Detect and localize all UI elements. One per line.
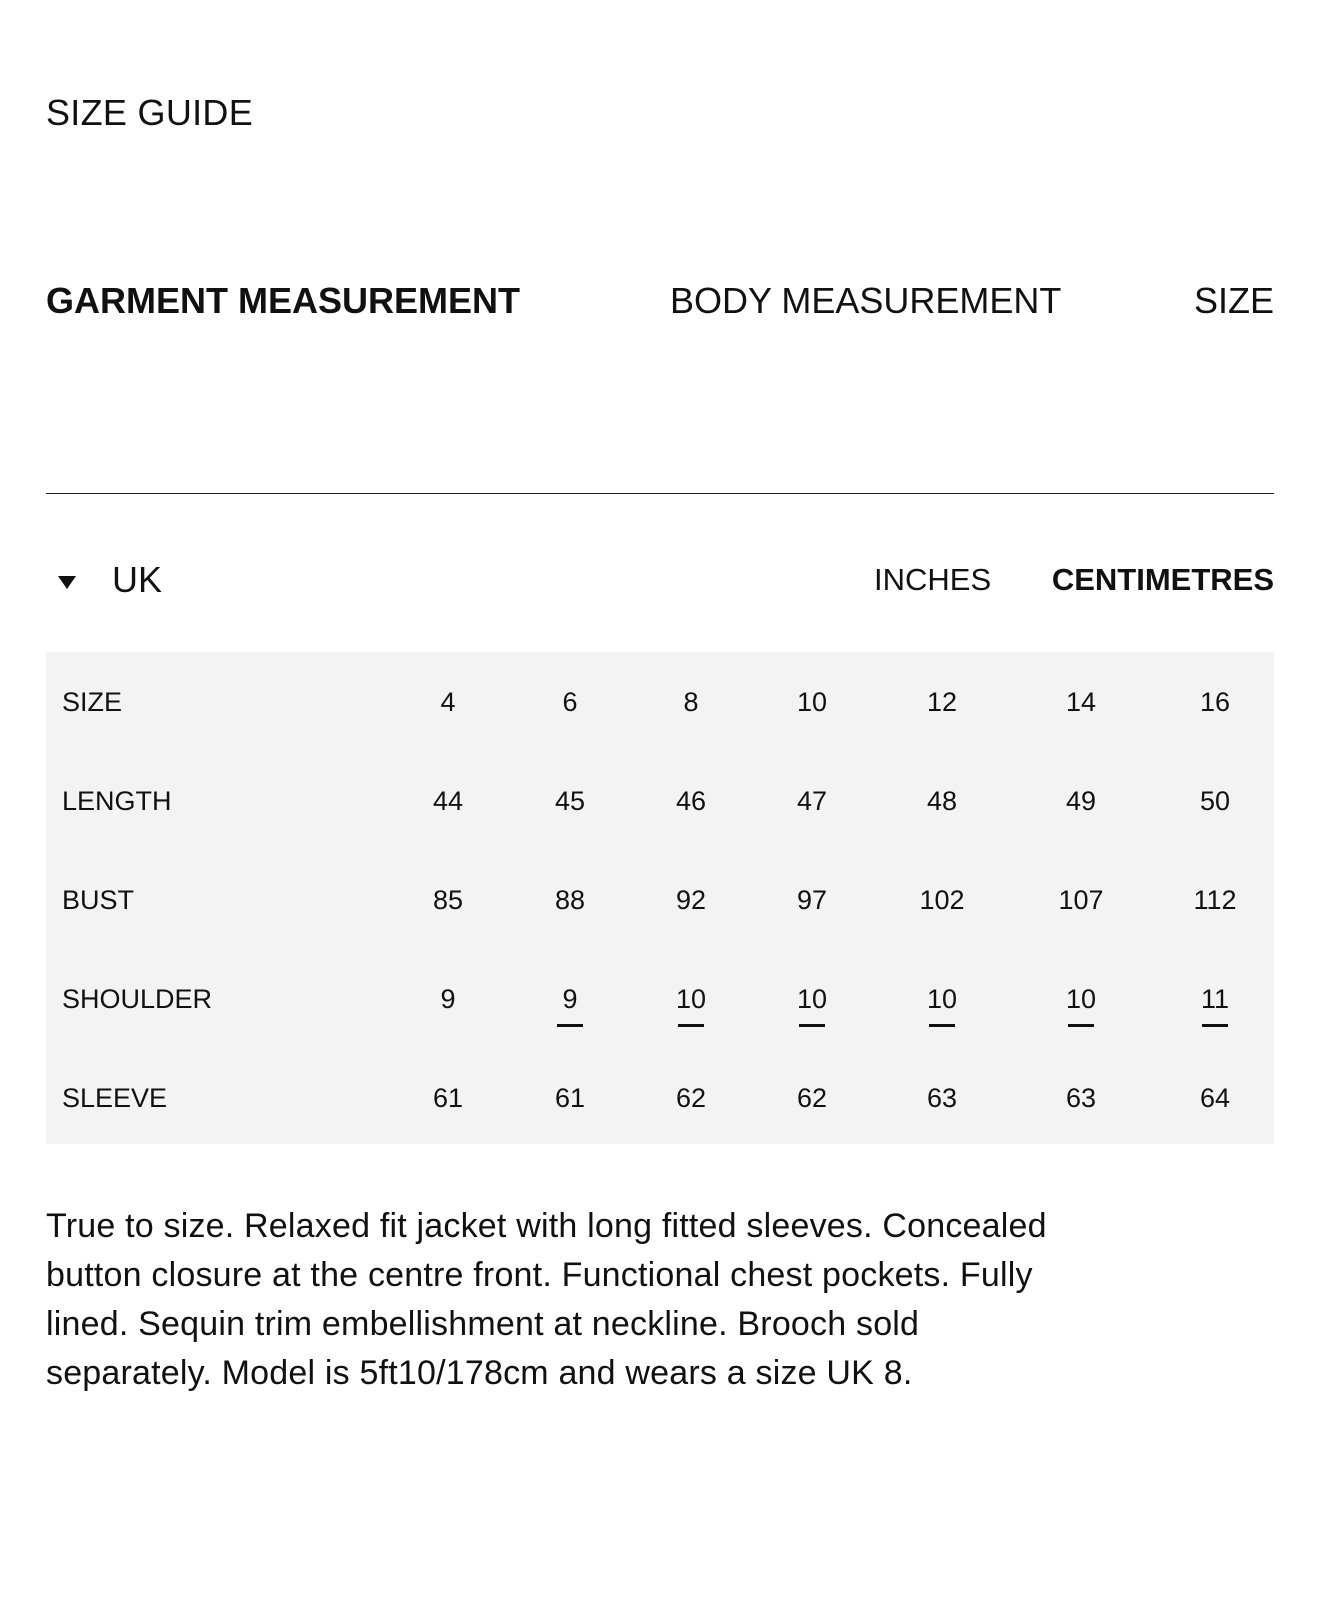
unit-toggle-inches[interactable]: INCHES xyxy=(874,562,992,597)
region-dropdown[interactable] xyxy=(58,558,162,602)
row-label: SLEEVE xyxy=(62,1083,168,1113)
table-cell: 44 xyxy=(432,786,464,816)
table-cell: 63 xyxy=(926,1083,958,1113)
size-table xyxy=(46,652,1274,1144)
table-cell: 63 xyxy=(1065,1083,1097,1113)
table-cell: 85 xyxy=(432,885,464,915)
table-row-sleeve xyxy=(46,1071,1274,1131)
table-row-shoulder xyxy=(46,972,1274,1032)
table-cell: 47 xyxy=(796,786,828,816)
table-row-size xyxy=(46,675,1274,735)
table-cell: 14 xyxy=(1065,687,1097,717)
region-label: UK xyxy=(112,559,163,600)
table-cell: 16 xyxy=(1199,687,1231,717)
table-cell: 62 xyxy=(796,1083,828,1113)
unit-toggle-centimetres[interactable]: CENTIMETRES xyxy=(1051,562,1274,597)
table-cell: 9 xyxy=(562,984,578,1014)
table-cell: 50 xyxy=(1199,786,1231,816)
row-label: BUST xyxy=(62,885,135,915)
table-cell: 64 xyxy=(1199,1083,1231,1113)
table-cell: 97 xyxy=(796,885,828,915)
table-cell: 92 xyxy=(675,885,707,915)
table-cell: 6 xyxy=(562,687,578,717)
table-cell: 8 xyxy=(683,687,699,717)
product-description: True to size. Relaxed fit jacket with long fitted sleeves. Concealed button closure at the centre front. Functional chest pockets. Fully lined. Sequin trim embellishment at neckline. Brooch sold separately. Model is 5ft10/178cm and wears a size UK 8. xyxy=(46,1207,1047,1392)
table-cell: 48 xyxy=(926,786,958,816)
table-cell: 102 xyxy=(919,885,965,915)
table-cell: 10 xyxy=(796,984,828,1014)
table-cell: 46 xyxy=(675,786,707,816)
table-row-bust xyxy=(46,873,1274,933)
table-cell: 9 xyxy=(440,984,456,1014)
row-label: SIZE xyxy=(62,687,123,717)
table-cell: 88 xyxy=(554,885,586,915)
caret-down-icon xyxy=(58,576,76,589)
table-cell: 11 xyxy=(1200,984,1230,1014)
table-cell: 112 xyxy=(1193,885,1237,915)
table-cell: 45 xyxy=(554,786,586,816)
table-cell: 10 xyxy=(1065,984,1097,1014)
tab-body-measurement[interactable]: BODY MEASUREMENT xyxy=(670,280,1062,321)
table-cell: 12 xyxy=(926,687,958,717)
measurement-tabs xyxy=(46,280,1274,328)
table-cell: 10 xyxy=(926,984,958,1014)
table-cell: 4 xyxy=(440,687,456,717)
row-label: SHOULDER xyxy=(62,984,213,1014)
row-label: LENGTH xyxy=(62,786,172,816)
page-title: SIZE GUIDE xyxy=(46,92,254,133)
table-row-length xyxy=(46,774,1274,834)
table-cell: 107 xyxy=(1058,885,1104,915)
table-cell: 61 xyxy=(554,1083,586,1113)
table-cell: 10 xyxy=(796,687,828,717)
tab-size[interactable]: SIZE xyxy=(1193,280,1274,321)
table-cell: 61 xyxy=(432,1083,464,1113)
table-cell: 49 xyxy=(1065,786,1097,816)
tab-garment-measurement[interactable]: GARMENT MEASUREMENT xyxy=(46,280,520,321)
divider xyxy=(46,493,1274,494)
table-cell: 10 xyxy=(675,984,707,1014)
table-cell: 62 xyxy=(675,1083,707,1113)
